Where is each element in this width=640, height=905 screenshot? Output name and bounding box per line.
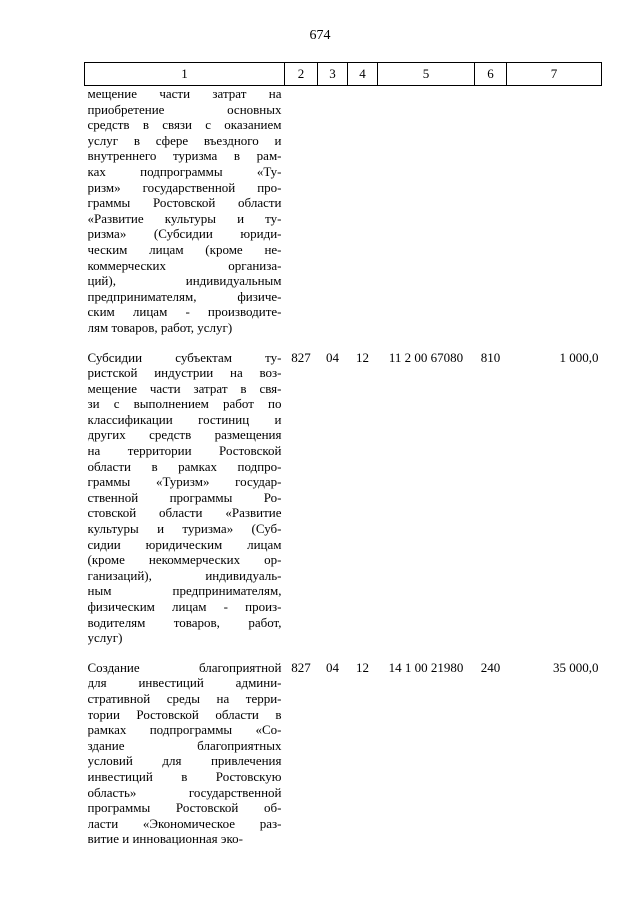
table-row <box>85 86 602 336</box>
description-line: предпринимателям, физиче- <box>87 288 282 304</box>
description-line: культуры и туризма» (Суб- <box>87 521 282 537</box>
description-line: сидии юридическим лицам <box>87 536 282 552</box>
description-line: области в рамках подпро- <box>87 458 282 474</box>
description-line: других средств размещения <box>87 427 282 443</box>
cell-subsection <box>348 86 378 336</box>
header-col-6: 6 <box>475 63 507 86</box>
description-line: для инвестиций админи- <box>87 675 282 691</box>
cell-subsection: 12 <box>356 659 369 675</box>
table-row <box>85 336 602 646</box>
description-line: зи с выполнением работ по <box>87 396 282 412</box>
description-line: тории Ростовской области в <box>87 706 282 722</box>
description-line: мещение части затрат в свя- <box>87 380 282 396</box>
cell-section: 04 <box>326 349 339 365</box>
cell-target-article: 11 2 00 67080 <box>388 349 464 365</box>
header-row <box>85 63 602 86</box>
description-line: внутреннего туризма в рам- <box>87 148 282 164</box>
description-line: граммы «Туризм» государ- <box>87 474 282 490</box>
cell-subsection: 12 <box>356 349 369 365</box>
description-line: средств в связи с оказанием <box>87 117 282 133</box>
description-line: ганизаций), индивидуаль- <box>87 567 282 583</box>
table-row <box>85 646 602 847</box>
header-col-7: 7 <box>507 63 602 86</box>
cell-target-article: 14 1 00 21980 <box>388 659 464 675</box>
description-line: ций), индивидуальным <box>87 273 282 289</box>
header-col-4: 4 <box>348 63 378 86</box>
cell-section: 04 <box>326 659 339 675</box>
cell-ministry: 827 <box>291 659 311 675</box>
description-line: «Развитие культуры и ту- <box>87 210 282 226</box>
description-line: ризма» (Субсидии юриди- <box>87 226 282 242</box>
description-line: Субсидии субъектам ту- <box>87 349 282 365</box>
description-line: приобретение основных <box>87 101 282 117</box>
description-line: физическим лицам - произ- <box>87 599 282 614</box>
description-line: мещение части затрат на <box>87 86 282 101</box>
cell-section <box>318 86 348 336</box>
description-line: рамках подпрограммы «Со- <box>87 722 282 738</box>
cell-target-article <box>378 86 475 336</box>
row-description <box>85 646 285 847</box>
description-line: коммерческих организа- <box>87 257 282 273</box>
description-line: витие и инновационная эко- <box>87 831 243 847</box>
page-number: 674 <box>309 28 331 43</box>
description-line: программы Ростовской об- <box>87 800 282 816</box>
description-line: инвестиций в Ростовскую <box>87 768 282 784</box>
description-line: ласти «Экономическое раз- <box>87 815 282 831</box>
description-line: лям товаров, работ, услуг) <box>87 319 233 335</box>
cell-ministry <box>285 86 318 336</box>
row-description <box>85 86 285 336</box>
cell-amount: 35 000,0 <box>553 659 599 675</box>
header-col-5: 5 <box>378 63 475 86</box>
description-line: ках подпрограммы «Ту- <box>87 163 282 179</box>
cell-expense-type <box>475 86 507 336</box>
description-line: стовской области «Развитие <box>87 505 282 521</box>
cell-expense-type: 240 <box>480 659 501 675</box>
cell-ministry: 827 <box>291 349 311 365</box>
description-line: ческим лицам (кроме не- <box>87 241 282 257</box>
description-line: ристской индустрии на воз- <box>87 365 282 381</box>
description-line: граммы Ростовской области <box>87 195 282 211</box>
description-line: водителям товаров, работ, <box>87 614 282 630</box>
budget-table <box>84 62 602 847</box>
description-line: услуг) <box>87 630 123 646</box>
description-line: классификации гостиниц и <box>87 411 282 427</box>
description-line: ственной программы Ро- <box>87 489 282 505</box>
header-col-1: 1 <box>85 63 285 86</box>
row-description <box>85 336 285 646</box>
description-line: ным предпринимателям, <box>87 583 282 599</box>
description-line: ским лицам - производите- <box>87 304 282 320</box>
header-col-3: 3 <box>318 63 348 86</box>
description-line: Создание благоприятной <box>87 659 282 675</box>
description-line: условий для привлечения <box>87 753 282 769</box>
description-line: (кроме некоммерческих ор- <box>87 552 282 568</box>
description-line: здание благоприятных <box>87 737 282 753</box>
description-line: область» государственной <box>87 784 282 800</box>
description-line: на территории Ростовской <box>87 443 282 459</box>
description-line: услуг в сфере въездного и <box>87 132 282 148</box>
header-col-2: 2 <box>285 63 318 86</box>
cell-amount <box>507 86 602 336</box>
cell-amount: 1 000,0 <box>559 349 599 365</box>
cell-expense-type: 810 <box>480 349 501 365</box>
description-line: ризм» государственной про- <box>87 179 282 195</box>
description-line: стративной среды на терри- <box>87 690 282 706</box>
